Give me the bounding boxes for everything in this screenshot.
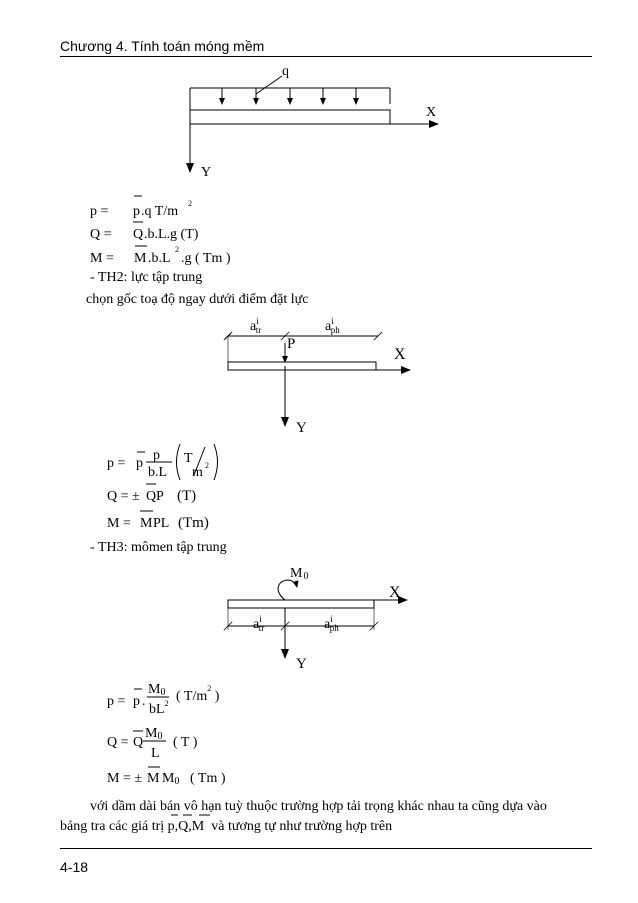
equation-group-3 (107, 682, 226, 787)
eq2-frac-den: b.L (148, 465, 168, 480)
chapter-header: Chương 4. Tính toán móng mềm (60, 38, 265, 54)
eq3-p-unit: ( $T/m^2$ ) (176, 684, 220, 704)
eq1-p-exp: 2 (188, 199, 192, 208)
x-axis-2-label: X (394, 346, 406, 363)
diagram-moment (224, 566, 407, 672)
x-axis-3-label: X (389, 584, 401, 601)
eq2-Q-unit: (T) (177, 488, 197, 504)
eq2-unit-num: T (184, 451, 193, 466)
closing-comma-1: , (174, 819, 179, 834)
beam-2 (228, 362, 376, 370)
eq1-M-tail: .g ( Tm ) (181, 251, 231, 266)
load-label: q (282, 64, 289, 79)
closing-symbol-M: M (191, 819, 205, 834)
th3-bullet: - TH3: mômen tập trung (90, 540, 227, 555)
eq3-p-lhs: p = (107, 694, 126, 709)
eq3-Q-sym: Q (133, 735, 144, 750)
th2-bullet: - TH2: lực tập trung (90, 270, 203, 285)
force-label: P (287, 336, 296, 352)
eq3-Q-lhs: Q = (107, 735, 129, 750)
eq3-M-rest: M0 (162, 771, 180, 787)
eq2-M-rest: PL (153, 516, 170, 531)
eq3-p-num: M0 (148, 682, 166, 698)
eq1-p-lhs: p = (90, 204, 109, 219)
eq3-p-sym: p (133, 694, 140, 709)
eq2-p-lhs: p = (107, 456, 126, 471)
eq1-M-lhs: M = (90, 251, 114, 266)
moment-arc (278, 580, 297, 600)
eq3-p-den: $bL^2$ (149, 699, 169, 717)
eq2-Q-sym: Q (146, 489, 157, 504)
eq3-Q-unit: ( T ) (173, 735, 198, 750)
eq1-Q-rest: .b.L.g (T) (144, 227, 199, 242)
th2-description: chọn gốc toạ độ ngay dưới điểm đặt lực (86, 292, 309, 307)
beam-3 (228, 600, 374, 608)
closing-symbol-Q: Q (178, 819, 189, 834)
eq3-M-lhs: M = ± (107, 771, 143, 786)
a-ph-label-3: $a^i$ ph (324, 614, 339, 633)
eq2-frac-num: p (153, 448, 160, 463)
beam-1 (190, 110, 390, 124)
eq3-Q-num: M0 (145, 726, 163, 742)
eq2-unit-exp: 2 (205, 461, 209, 470)
eq1-M-rest: .b.L (148, 251, 171, 266)
eq2-Q-lhs: Q = ± (107, 489, 140, 504)
closing-line-2-end: và tương tự như trường hợp trên (211, 819, 393, 834)
diagram-distributed-load (190, 64, 438, 180)
load-arrows (222, 88, 356, 104)
y-axis-2-label: Y (296, 420, 307, 436)
y-axis-1-label: Y (201, 165, 212, 180)
eq2-Q-rest: P (156, 489, 164, 504)
closing-symbol-p: p (167, 819, 175, 834)
a-tr-label-2: $a^i$ tr (250, 316, 262, 335)
eq3-M-sym: M (147, 771, 160, 786)
eq1-M-exp: 2 (175, 245, 179, 254)
closing-line-1: với dầm dài bán vô hạn tuỳ thuộc trường hợp tải trọng khác nhau ta cũng dựa vào (90, 799, 547, 814)
closing-comma-2: , (188, 819, 192, 834)
eq2-p-sym: p (136, 456, 143, 471)
equation-group-1 (90, 196, 231, 266)
eq1-Q-sym: Q (133, 227, 144, 242)
eq1-Q-lhs: Q = (90, 227, 112, 242)
eq3-Q-den: L (151, 746, 160, 761)
eq2-M-sym: M (140, 516, 153, 531)
load-leader (256, 76, 282, 94)
eq3-M-unit: ( Tm ) (190, 771, 226, 786)
y-axis-3-label: Y (296, 656, 307, 672)
moment-label: M0 (290, 566, 309, 582)
diagram-point-load (224, 316, 410, 436)
equation-group-2 (107, 444, 218, 531)
a-ph-label-2: $a^i$ ph (325, 316, 340, 335)
eq1-M-sym: M (134, 251, 147, 266)
closing-line-2 (60, 819, 392, 835)
closing-line-2-start: bảng tra các giá trị (60, 819, 165, 834)
eq1-p-sym: p (133, 204, 140, 219)
eq2-M-lhs: M = (107, 516, 131, 531)
page-number: 4-18 (60, 859, 89, 875)
x-axis-1-label: X (426, 105, 437, 120)
eq3-p-dot: . (142, 694, 146, 709)
a-tr-label-3: $a^i$ tr (253, 614, 265, 633)
eq2-unit-den: m (192, 465, 203, 480)
eq1-p-rest: .q T/m (141, 204, 179, 219)
footer-rule (60, 848, 592, 849)
eq2-M-unit: (Tm) (178, 515, 209, 531)
